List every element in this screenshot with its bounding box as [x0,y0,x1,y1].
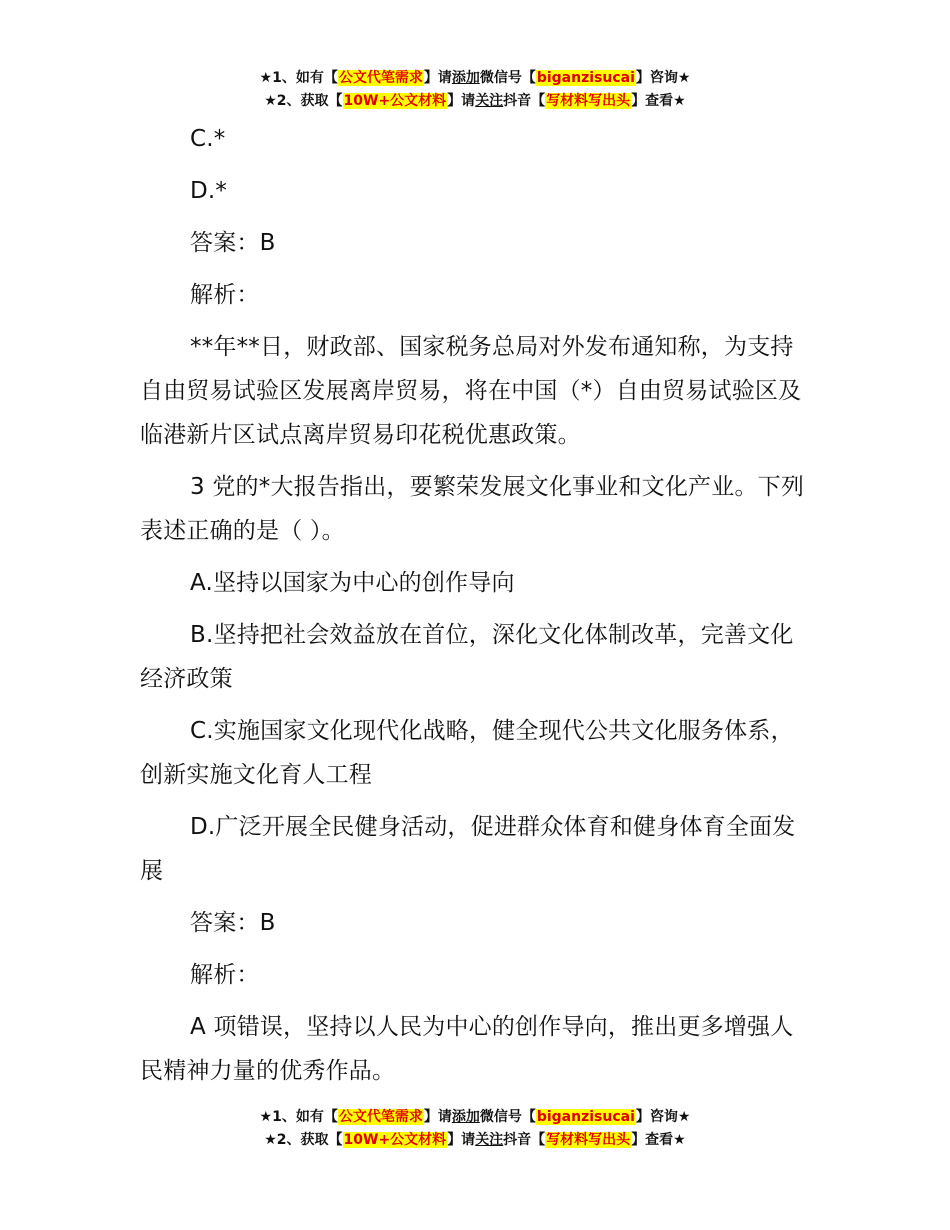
banner-highlight: 公文代笔需求 [338,1109,423,1125]
banner-wechat-id: biganzisucai [536,1109,635,1125]
banner-line-2: ★2、获取【10W+公文材料】请关注抖音【写材料写出头】查看★ [264,93,686,109]
banner-highlight: 10W+公文材料 [343,1132,447,1148]
banner-line-1: ★1、如有【公文代笔需求】请添加微信号【biganzisucai】咨询★ [259,70,691,86]
analysis-label: 解析： [190,282,260,308]
banner-highlight: 10W+公文材料 [343,93,447,109]
document-body [140,117,812,1101]
option-d: D.* [190,178,228,204]
banner-douyin-id: 写材料写出头 [546,93,631,109]
option-c: C.* [190,126,226,152]
analysis-text: **年**日，财政部、国家税务总局对外发布通知称，为支持自由贸易试验区发展离岸贸易，将在中国（*）自由贸易试验区及临港新片区试点离岸贸易印花税优惠政策。 [140,334,802,448]
analysis-text: A 项错误，坚持以人民为中心的创作导向，推出更多增强人民精神力量的优秀作品。 [140,1014,794,1084]
answer: 答案：B [190,910,276,936]
banner-line-1: ★1、如有【公文代笔需求】请添加微信号【biganzisucai】咨询★ [259,1109,691,1125]
analysis-label: 解析： [190,962,260,988]
header-banner [0,67,950,113]
option-a: A.坚持以国家为中心的创作导向 [190,570,515,596]
option-c: C.实施国家文化现代化战略，健全现代公共文化服务体系，创新实施文化育人工程 [140,718,794,788]
banner-line-2: ★2、获取【10W+公文材料】请关注抖音【写材料写出头】查看★ [264,1132,686,1148]
banner-highlight: 公文代笔需求 [338,70,423,86]
option-d: D.广泛开展全民健身活动，促进群众体育和健身体育全面发展 [140,814,796,884]
question-3: 3 党的*大报告指出，要繁荣发展文化事业和文化产业。下列表述正确的是（ ）。 [140,474,805,544]
banner-wechat-id: biganzisucai [536,70,635,86]
footer-banner [0,1106,950,1152]
option-b: B.坚持把社会效益放在首位，深化文化体制改革，完善文化经济政策 [140,622,794,692]
answer: 答案：B [190,230,276,256]
banner-douyin-id: 写材料写出头 [546,1132,631,1148]
